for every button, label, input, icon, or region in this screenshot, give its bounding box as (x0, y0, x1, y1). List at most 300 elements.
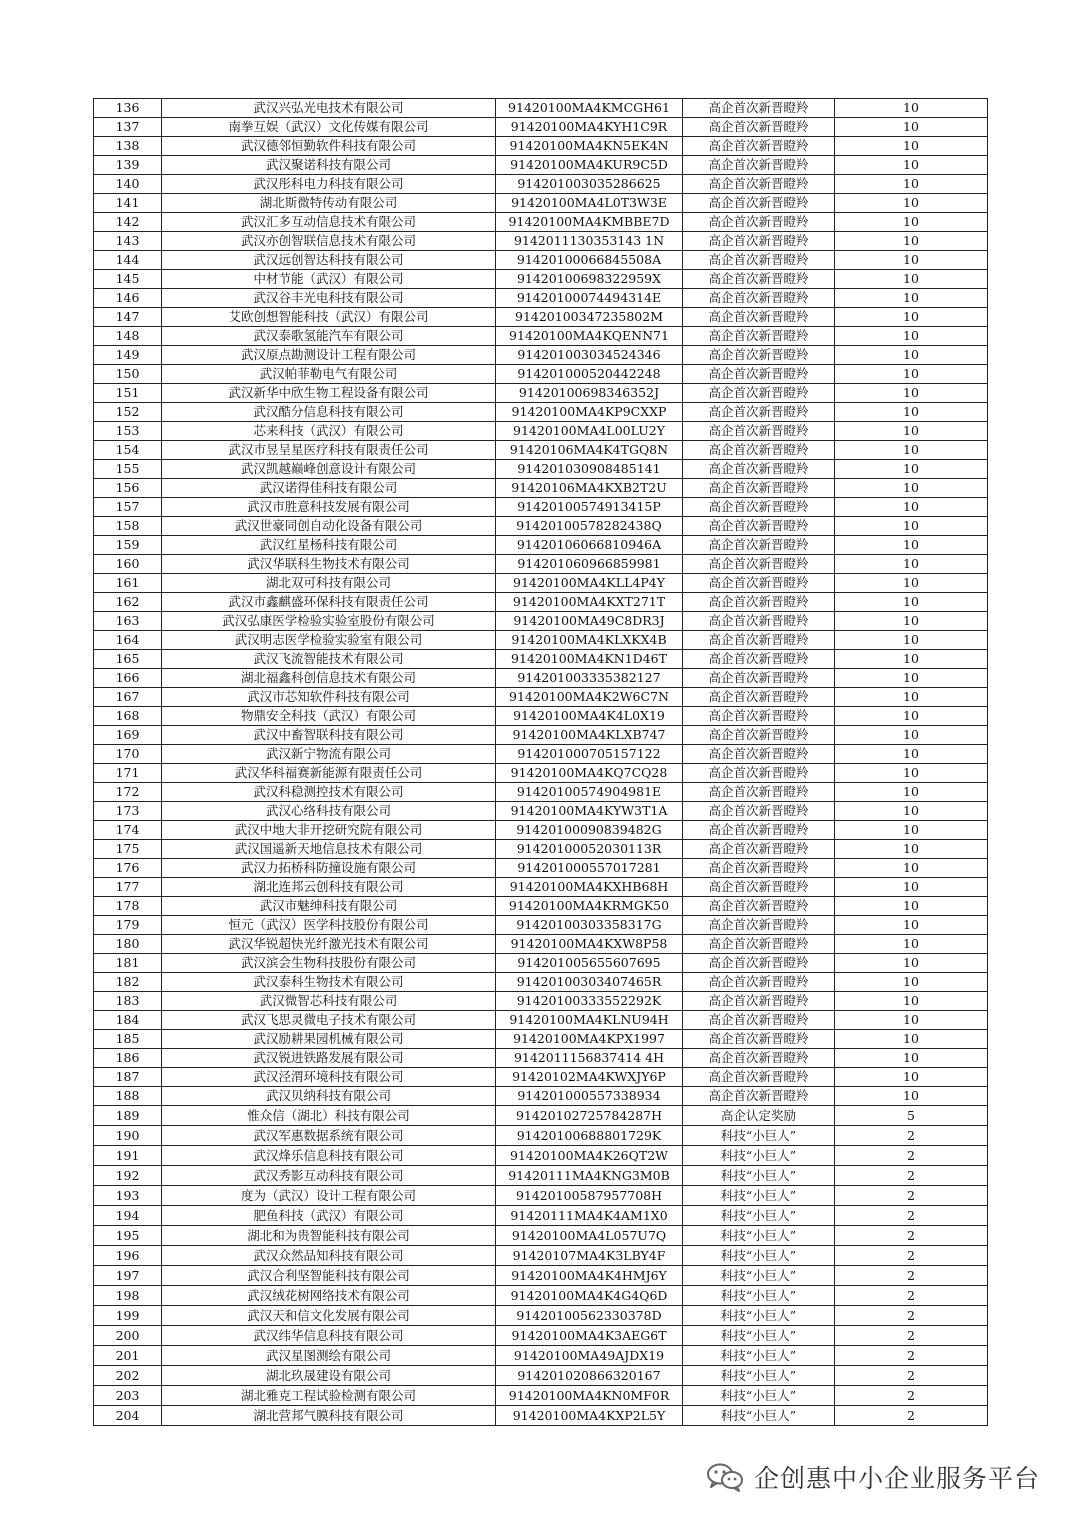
row-number: 160 (94, 555, 162, 574)
table-row (94, 460, 988, 479)
award-amount: 2 (835, 1366, 988, 1386)
row-number: 170 (94, 745, 162, 764)
award-category: 高企首次新晋瞪羚 (683, 992, 835, 1011)
company-name: 武汉谷丰光电科技有限公司 (162, 289, 496, 308)
award-category: 高企首次新晋瞪羚 (683, 783, 835, 802)
company-name: 武汉力拓桥科防撞设施有限公司 (162, 859, 496, 878)
award-amount: 2 (835, 1386, 988, 1406)
award-category: 高企首次新晋瞪羚 (683, 707, 835, 726)
credit-code: 91420100578282438Q (496, 517, 683, 536)
award-category: 高企首次新晋瞪羚 (683, 688, 835, 707)
company-name: 武汉贝纳科技有限公司 (162, 1087, 496, 1106)
award-category: 科技“小巨人” (683, 1246, 835, 1266)
company-name: 武汉凯越巅峰创意设计有限公司 (162, 460, 496, 479)
credit-code: 914201000557338934 (496, 1087, 683, 1106)
award-category: 高企首次新晋瞪羚 (683, 745, 835, 764)
row-number: 186 (94, 1049, 162, 1068)
credit-code: 91420102725784287H (496, 1106, 683, 1126)
award-amount: 10 (835, 612, 988, 631)
table-row (94, 1186, 988, 1206)
company-name: 武汉泾渭环境科技有限公司 (162, 1068, 496, 1087)
award-category: 高企首次新晋瞪羚 (683, 1030, 835, 1049)
credit-code: 91420100MA4K2W6C7N (496, 688, 683, 707)
credit-code: 91420100MA4KXT271T (496, 593, 683, 612)
row-number: 164 (94, 631, 162, 650)
award-category: 高企首次新晋瞪羚 (683, 308, 835, 327)
credit-code: 914201000520442248 (496, 365, 683, 384)
award-category: 高企首次新晋瞪羚 (683, 536, 835, 555)
table-row (94, 802, 988, 821)
company-name: 湖北斯微特传动有限公司 (162, 194, 496, 213)
company-name: 物鼎安全科技（武汉）有限公司 (162, 707, 496, 726)
award-amount: 2 (835, 1166, 988, 1186)
award-category: 高企首次新晋瞪羚 (683, 1011, 835, 1030)
row-number: 179 (94, 916, 162, 935)
table-row (94, 156, 988, 175)
credit-code: 91420100MA4KQ7CQ28 (496, 764, 683, 783)
table-row (94, 346, 988, 365)
award-category: 高企首次新晋瞪羚 (683, 897, 835, 916)
row-number: 137 (94, 118, 162, 137)
award-amount: 10 (835, 270, 988, 289)
credit-code: 91420100MA49C8DR3J (496, 612, 683, 631)
footer-text: 企创惠中小企业服务平台 (754, 1464, 1041, 1493)
company-name: 武汉华锐超快光纤激光技术有限公司 (162, 935, 496, 954)
row-number: 198 (94, 1286, 162, 1306)
table-row (94, 726, 988, 745)
award-category: 高企首次新晋瞪羚 (683, 441, 835, 460)
company-name: 武汉市鑫麒盛环保科技有限责任公司 (162, 593, 496, 612)
award-amount: 10 (835, 821, 988, 840)
row-number: 145 (94, 270, 162, 289)
company-name: 武汉汇多互动信息技术有限公司 (162, 213, 496, 232)
award-category: 高企首次新晋瞪羚 (683, 118, 835, 137)
table-row (94, 99, 988, 118)
credit-code: 91420100MA4KQENN71 (496, 327, 683, 346)
award-category: 科技“小巨人” (683, 1206, 835, 1226)
table-row (94, 1206, 988, 1226)
award-category: 科技“小巨人” (683, 1346, 835, 1366)
table-row (94, 441, 988, 460)
row-number: 159 (94, 536, 162, 555)
credit-code: 914201000705157122 (496, 745, 683, 764)
award-category: 高企首次新晋瞪羚 (683, 137, 835, 156)
award-category: 高企首次新晋瞪羚 (683, 289, 835, 308)
row-number: 178 (94, 897, 162, 916)
award-category: 科技“小巨人” (683, 1146, 835, 1166)
award-amount: 10 (835, 137, 988, 156)
table-row (94, 1406, 988, 1426)
credit-code: 91420100MA4KXP2L5Y (496, 1406, 683, 1426)
company-name: 惟众信（湖北）科技有限公司 (162, 1106, 496, 1126)
award-amount: 10 (835, 346, 988, 365)
award-amount: 10 (835, 1011, 988, 1030)
award-amount: 10 (835, 688, 988, 707)
award-amount: 10 (835, 213, 988, 232)
company-name: 武汉原点勘测设计工程有限公司 (162, 346, 496, 365)
row-number: 157 (94, 498, 162, 517)
award-amount: 5 (835, 1106, 988, 1126)
table-row (94, 1286, 988, 1306)
credit-code: 91420100MA4L057U7Q (496, 1226, 683, 1246)
award-amount: 2 (835, 1286, 988, 1306)
award-amount: 10 (835, 156, 988, 175)
watermark-footer (706, 1457, 1040, 1497)
table-row (94, 251, 988, 270)
award-amount: 10 (835, 954, 988, 973)
table-row (94, 365, 988, 384)
credit-code: 914201003035286625 (496, 175, 683, 194)
award-amount: 2 (835, 1406, 988, 1426)
award-category: 科技“小巨人” (683, 1266, 835, 1286)
company-name: 武汉德邻恒勤软件科技有限公司 (162, 137, 496, 156)
award-amount: 10 (835, 973, 988, 992)
row-number: 141 (94, 194, 162, 213)
table-row (94, 916, 988, 935)
table-row (94, 1226, 988, 1246)
credit-code: 91420100MA4L0T3W3E (496, 194, 683, 213)
row-number: 181 (94, 954, 162, 973)
table-row (94, 1087, 988, 1106)
award-category: 高企首次新晋瞪羚 (683, 916, 835, 935)
company-name: 武汉泰科生物技术有限公司 (162, 973, 496, 992)
table-row (94, 118, 988, 137)
award-amount: 2 (835, 1326, 988, 1346)
table-row (94, 631, 988, 650)
credit-code: 91420106MA4K4TGQ8N (496, 441, 683, 460)
row-number: 169 (94, 726, 162, 745)
credit-code: 91420100MA4KRMGK50 (496, 897, 683, 916)
table-row (94, 175, 988, 194)
award-amount: 10 (835, 365, 988, 384)
company-name: 武汉中畜智联科技有限公司 (162, 726, 496, 745)
award-category: 科技“小巨人” (683, 1166, 835, 1186)
row-number: 187 (94, 1068, 162, 1087)
table-row (94, 764, 988, 783)
company-name: 武汉亦创智联信息技术有限公司 (162, 232, 496, 251)
row-number: 176 (94, 859, 162, 878)
row-number: 153 (94, 422, 162, 441)
row-number: 204 (94, 1406, 162, 1426)
award-category: 高企首次新晋瞪羚 (683, 650, 835, 669)
award-amount: 10 (835, 707, 988, 726)
award-category: 高企首次新晋瞪羚 (683, 878, 835, 897)
row-number: 197 (94, 1266, 162, 1286)
credit-code: 91420100MA49AJDX19 (496, 1346, 683, 1366)
credit-code: 91420100MA4KXHB68H (496, 878, 683, 897)
credit-code: 91420100MA4L00LU2Y (496, 422, 683, 441)
award-amount: 10 (835, 118, 988, 137)
company-name: 武汉微智芯科技有限公司 (162, 992, 496, 1011)
row-number: 162 (94, 593, 162, 612)
award-amount: 10 (835, 555, 988, 574)
row-number: 190 (94, 1126, 162, 1146)
row-number: 202 (94, 1366, 162, 1386)
table-row (94, 422, 988, 441)
award-category: 高企首次新晋瞪羚 (683, 726, 835, 745)
row-number: 138 (94, 137, 162, 156)
credit-code: 91420100MA4K4HMJ6Y (496, 1266, 683, 1286)
company-name: 度为（武汉）设计工程有限公司 (162, 1186, 496, 1206)
company-name: 湖北连邦云创科技有限公司 (162, 878, 496, 897)
company-name: 武汉酷分信息科技有限公司 (162, 403, 496, 422)
table-row (94, 1266, 988, 1286)
company-name: 武汉世豪同创自动化设备有限公司 (162, 517, 496, 536)
credit-code: 91420100574904981E (496, 783, 683, 802)
row-number: 165 (94, 650, 162, 669)
company-name: 武汉新华中欣生物工程设备有限公司 (162, 384, 496, 403)
table-row (94, 289, 988, 308)
credit-code: 91420100MA4KLXKX4B (496, 631, 683, 650)
company-name: 武汉国遥新天地信息技术有限公司 (162, 840, 496, 859)
credit-code: 91420100562330378D (496, 1306, 683, 1326)
company-name: 武汉星图测绘有限公司 (162, 1346, 496, 1366)
table-row (94, 232, 988, 251)
company-name: 艾欧创想智能科技（武汉）有限公司 (162, 308, 496, 327)
award-amount: 10 (835, 327, 988, 346)
company-name: 武汉新宁物流有限公司 (162, 745, 496, 764)
company-name: 武汉绒花树网络技术有限公司 (162, 1286, 496, 1306)
row-number: 188 (94, 1087, 162, 1106)
award-amount: 2 (835, 1206, 988, 1226)
row-number: 168 (94, 707, 162, 726)
award-amount: 10 (835, 1049, 988, 1068)
award-amount: 2 (835, 1146, 988, 1166)
award-category: 高企首次新晋瞪羚 (683, 175, 835, 194)
award-amount: 10 (835, 422, 988, 441)
award-category: 科技“小巨人” (683, 1226, 835, 1246)
award-amount: 10 (835, 783, 988, 802)
award-category: 高企首次新晋瞪羚 (683, 593, 835, 612)
credit-code: 91420100MA4K4G4Q6D (496, 1286, 683, 1306)
table-row (94, 1068, 988, 1087)
table-row (94, 954, 988, 973)
award-category: 高企首次新晋瞪羚 (683, 612, 835, 631)
row-number: 191 (94, 1146, 162, 1166)
row-number: 156 (94, 479, 162, 498)
row-number: 199 (94, 1306, 162, 1326)
award-amount: 10 (835, 840, 988, 859)
award-amount: 10 (835, 631, 988, 650)
credit-code: 91420100MA4K3AEG6T (496, 1326, 683, 1346)
table-row (94, 669, 988, 688)
row-number: 150 (94, 365, 162, 384)
award-amount: 10 (835, 764, 988, 783)
credit-code: 9142011130353143 1N (496, 232, 683, 251)
award-amount: 10 (835, 175, 988, 194)
credit-code: 91420100303358317G (496, 916, 683, 935)
credit-code: 91420100698322959X (496, 270, 683, 289)
company-name: 武汉飞思灵微电子技术有限公司 (162, 1011, 496, 1030)
row-number: 136 (94, 99, 162, 118)
award-category: 科技“小巨人” (683, 1366, 835, 1386)
award-category: 高企首次新晋瞪羚 (683, 498, 835, 517)
award-category: 高企首次新晋瞪羚 (683, 1068, 835, 1087)
table-row (94, 1146, 988, 1166)
credit-code: 91420100MA4KPX1997 (496, 1030, 683, 1049)
credit-code: 91420100303407465R (496, 973, 683, 992)
table-row (94, 270, 988, 289)
table-row (94, 555, 988, 574)
award-amount: 2 (835, 1226, 988, 1246)
row-number: 154 (94, 441, 162, 460)
award-amount: 10 (835, 1068, 988, 1087)
award-amount: 10 (835, 935, 988, 954)
award-category: 高企首次新晋瞪羚 (683, 460, 835, 479)
credit-code: 91420100MA4KN5EK4N (496, 137, 683, 156)
award-amount: 10 (835, 251, 988, 270)
table-row (94, 536, 988, 555)
credit-code: 91420100MA4KYW3T1A (496, 802, 683, 821)
award-amount: 2 (835, 1126, 988, 1146)
row-number: 140 (94, 175, 162, 194)
table-row (94, 973, 988, 992)
table-row (94, 194, 988, 213)
award-category: 科技“小巨人” (683, 1326, 835, 1346)
credit-code: 91420100MA4K26QT2W (496, 1146, 683, 1166)
award-amount: 10 (835, 745, 988, 764)
table-row (94, 1306, 988, 1326)
credit-code: 914201060966859981 (496, 555, 683, 574)
row-number: 155 (94, 460, 162, 479)
table-row (94, 783, 988, 802)
company-name: 武汉红星杨科技有限公司 (162, 536, 496, 555)
award-amount: 10 (835, 403, 988, 422)
credit-code: 91420100MA4KLNU94H (496, 1011, 683, 1030)
award-amount: 10 (835, 650, 988, 669)
credit-code: 91420100587957708H (496, 1186, 683, 1206)
award-amount: 10 (835, 479, 988, 498)
credit-code: 91420100688801729K (496, 1126, 683, 1146)
award-category: 科技“小巨人” (683, 1186, 835, 1206)
credit-code: 91420106MA4KXB2T2U (496, 479, 683, 498)
table-row (94, 498, 988, 517)
company-name: 南拳互娱（武汉）文化传媒有限公司 (162, 118, 496, 137)
award-category: 高企首次新晋瞪羚 (683, 194, 835, 213)
company-name: 武汉锐进铁路发展有限公司 (162, 1049, 496, 1068)
row-number: 182 (94, 973, 162, 992)
award-amount: 10 (835, 802, 988, 821)
company-name: 武汉滨会生物科技股份有限公司 (162, 954, 496, 973)
company-name: 武汉泰歌氢能汽车有限公司 (162, 327, 496, 346)
table-row (94, 992, 988, 1011)
row-number: 161 (94, 574, 162, 593)
award-amount: 10 (835, 669, 988, 688)
credit-code: 9142011156837414 4H (496, 1049, 683, 1068)
award-category: 高企首次新晋瞪羚 (683, 954, 835, 973)
row-number: 180 (94, 935, 162, 954)
credit-code: 91420100MA4KP9CXXP (496, 403, 683, 422)
award-amount: 10 (835, 99, 988, 118)
award-category: 高企首次新晋瞪羚 (683, 574, 835, 593)
award-category: 高企首次新晋瞪羚 (683, 669, 835, 688)
row-number: 177 (94, 878, 162, 897)
table-row (94, 1011, 988, 1030)
row-number: 200 (94, 1326, 162, 1346)
row-number: 163 (94, 612, 162, 631)
award-category: 高企首次新晋瞪羚 (683, 840, 835, 859)
table-row (94, 517, 988, 536)
credit-code: 91420106066810946A (496, 536, 683, 555)
company-name: 武汉军惠数据系统有限公司 (162, 1126, 496, 1146)
award-category: 高企首次新晋瞪羚 (683, 517, 835, 536)
award-amount: 10 (835, 517, 988, 536)
company-name: 湖北和为贵智能科技有限公司 (162, 1226, 496, 1246)
award-category: 科技“小巨人” (683, 1406, 835, 1426)
table-row (94, 935, 988, 954)
table-row (94, 1049, 988, 1068)
credit-code: 91420100MA4KN1D46T (496, 650, 683, 669)
award-amount: 10 (835, 384, 988, 403)
company-name: 武汉市魅绅科技有限公司 (162, 897, 496, 916)
award-category: 高企首次新晋瞪羚 (683, 802, 835, 821)
award-amount: 10 (835, 460, 988, 479)
award-category: 科技“小巨人” (683, 1126, 835, 1146)
credit-code: 914201030908485141 (496, 460, 683, 479)
company-name: 武汉帕菲勒电气有限公司 (162, 365, 496, 384)
company-name: 武汉天和信文化发展有限公司 (162, 1306, 496, 1326)
company-name: 武汉市昱呈星医疗科技有限责任公司 (162, 441, 496, 460)
award-category: 高企首次新晋瞪羚 (683, 403, 835, 422)
wechat-icon (706, 1462, 744, 1492)
credit-code: 91420100MA4KMBBE7D (496, 213, 683, 232)
credit-code: 91420100574913415P (496, 498, 683, 517)
award-category: 科技“小巨人” (683, 1286, 835, 1306)
credit-code: 91420111MA4K4AM1X0 (496, 1206, 683, 1226)
award-category: 高企首次新晋瞪羚 (683, 479, 835, 498)
credit-code: 914201020866320167 (496, 1366, 683, 1386)
award-amount: 2 (835, 1266, 988, 1286)
row-number: 143 (94, 232, 162, 251)
row-number: 167 (94, 688, 162, 707)
company-name: 中材节能（武汉）有限公司 (162, 270, 496, 289)
award-category: 高企首次新晋瞪羚 (683, 859, 835, 878)
award-amount: 10 (835, 441, 988, 460)
award-amount: 10 (835, 916, 988, 935)
table-row (94, 745, 988, 764)
company-award-table (93, 98, 988, 1426)
award-amount: 10 (835, 878, 988, 897)
table-row (94, 1346, 988, 1366)
company-name: 武汉纬华信息科技有限公司 (162, 1326, 496, 1346)
credit-code: 91420100090839482G (496, 821, 683, 840)
row-number: 174 (94, 821, 162, 840)
row-number: 183 (94, 992, 162, 1011)
company-name: 武汉远创智达科技有限公司 (162, 251, 496, 270)
award-amount: 10 (835, 593, 988, 612)
table-row (94, 213, 988, 232)
award-category: 高企首次新晋瞪羚 (683, 1049, 835, 1068)
award-amount: 10 (835, 289, 988, 308)
credit-code: 91420100MA4KMCGH61 (496, 99, 683, 118)
credit-code: 91420100698346352J (496, 384, 683, 403)
credit-code: 91420100333552292K (496, 992, 683, 1011)
company-name: 武汉心络科技有限公司 (162, 802, 496, 821)
company-name: 肥鱼科技（武汉）有限公司 (162, 1206, 496, 1226)
credit-code: 91420100MA4KYH1C9R (496, 118, 683, 137)
table-row (94, 650, 988, 669)
award-amount: 10 (835, 1087, 988, 1106)
company-name: 芯来科技（武汉）有限公司 (162, 422, 496, 441)
company-name: 武汉励耕果园机械有限公司 (162, 1030, 496, 1049)
award-amount: 10 (835, 194, 988, 213)
table-row (94, 593, 988, 612)
company-name: 武汉众然品知科技有限公司 (162, 1246, 496, 1266)
company-name: 湖北福鑫科创信息技术有限公司 (162, 669, 496, 688)
row-number: 192 (94, 1166, 162, 1186)
award-amount: 2 (835, 1246, 988, 1266)
company-name: 湖北营邦气膜科技有限公司 (162, 1406, 496, 1426)
